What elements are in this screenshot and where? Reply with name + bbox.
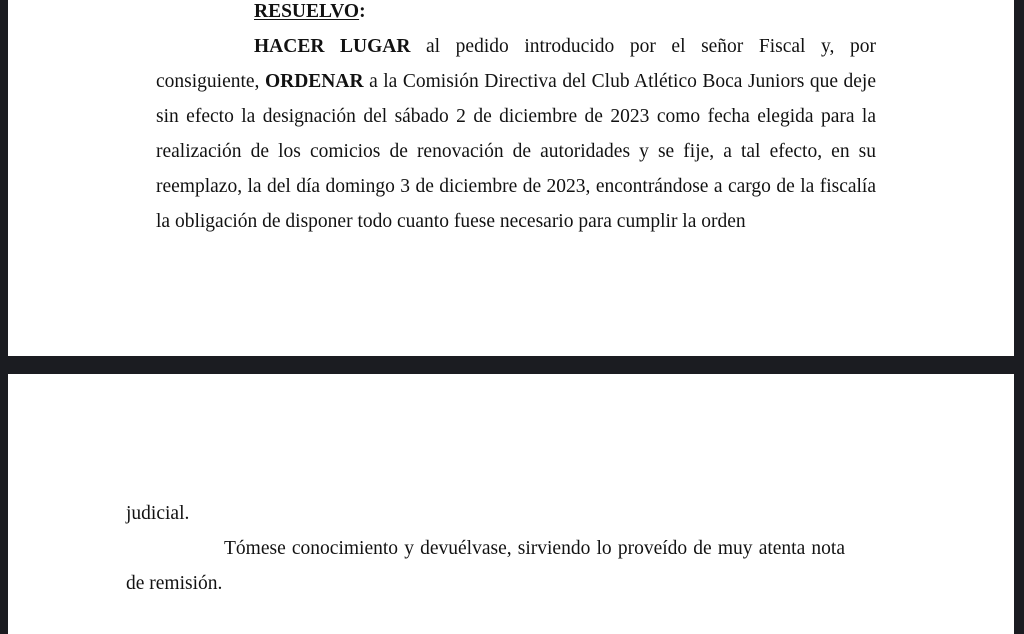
resuelvo-heading-colon: : (359, 1, 366, 22)
page-break-separator (0, 356, 1024, 374)
hacer-lugar-emphasis: HACER LUGAR (254, 36, 411, 57)
page-2-text-block (126, 496, 845, 601)
document-page-1 (8, 0, 1014, 356)
resuelvo-heading (156, 0, 876, 29)
document-page-2 (8, 374, 1014, 634)
resuelvo-heading-label: RESUELVO (254, 1, 360, 22)
ordenar-emphasis: ORDENAR (264, 71, 364, 92)
closing-paragraph: Tómese conocimiento y devuélvase, sirviendo lo proveído de muy atenta nota de remisión. (126, 538, 845, 594)
resolution-segment-2: a la Comisión Directiva del Club Atlético Boca Juniors que deje sin efecto la designación del sábado 2 de diciembre de 2023 como fecha elegida para la realización de los comicios de renovación de autoridades y se fije, a tal efecto, en su reemplazo, la del día domingo 3 de diciembre de 2023, encontrándose a cargo de la fiscalía la obligación de disponer todo cuanto fuese necesario para cumplir la orden (156, 71, 876, 232)
page-1-text-block (156, 0, 876, 239)
continuation-line: judicial. (126, 503, 190, 524)
resolution-paragraph (156, 29, 876, 239)
resolution-segment-1: al pedido introducido por el señor Fiscal y, por consiguiente, (156, 36, 876, 92)
